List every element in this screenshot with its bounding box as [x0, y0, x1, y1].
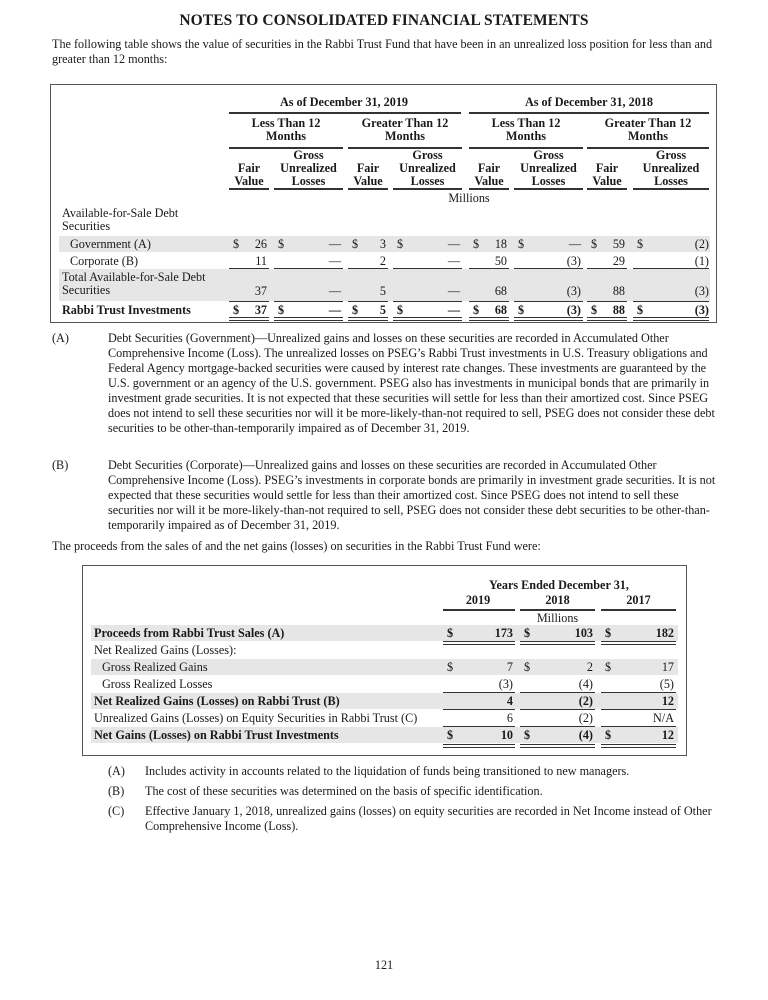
section-label: Available-for-Sale Debt Securities — [62, 206, 179, 233]
table-cell: (4) — [578, 677, 593, 691]
col-header-gross-losses: Gross Unrealized Losses — [280, 148, 337, 188]
period-header-2018: As of December 31, 2018 — [524, 95, 654, 109]
rule — [469, 301, 509, 302]
table-cell: 59 — [612, 237, 625, 251]
table-cell: 5 — [379, 303, 386, 317]
dollar-sign: $ — [278, 237, 285, 251]
header-rule — [393, 188, 462, 190]
rule — [443, 726, 515, 727]
row-label: Gross Realized Gains — [102, 660, 208, 674]
table-cell: 88 — [612, 284, 625, 298]
dollar-sign: $ — [233, 303, 240, 317]
rule — [633, 301, 709, 302]
double-rule — [587, 317, 627, 321]
dollar-sign: $ — [605, 626, 612, 640]
row-label: Unrealized Gains (Losses) on Equity Securities in Rabbi Trust (C) — [94, 711, 418, 725]
double-rule — [469, 317, 509, 321]
table-cell: 12 — [661, 694, 674, 708]
col-header-fair-value: Fair Value — [234, 161, 264, 188]
table-cell: 5 — [379, 284, 386, 298]
table-cell: 173 — [494, 626, 513, 640]
rule — [520, 726, 595, 727]
double-rule — [393, 317, 462, 321]
table-cell: 68 — [494, 303, 507, 317]
dollar-sign: $ — [397, 237, 404, 251]
col-header-fair-value: Fair Value — [474, 161, 504, 188]
header-rule — [633, 188, 709, 190]
year-2019: 2019 — [465, 593, 491, 607]
rule — [520, 709, 595, 710]
rule — [469, 268, 509, 269]
dollar-sign: $ — [233, 237, 240, 251]
table-cell: (4) — [578, 728, 593, 742]
page-title: NOTES TO CONSOLIDATED FINANCIAL STATEMENTS — [179, 12, 589, 29]
table-cell: (2) — [578, 711, 593, 725]
table-cell: — — [328, 237, 341, 251]
units-label: Millions — [448, 191, 490, 205]
years-header: Years Ended December 31, — [489, 578, 629, 592]
table-cell: (3) — [498, 677, 513, 691]
rule — [348, 268, 388, 269]
table-cell: (2) — [694, 237, 709, 251]
period-header-2019: As of December 31, 2019 — [279, 95, 409, 109]
dollar-sign: $ — [637, 237, 644, 251]
rule — [274, 268, 343, 269]
table-cell: (2) — [578, 694, 593, 708]
rule — [274, 301, 343, 302]
table-cell: 3 — [379, 237, 386, 251]
double-rule — [601, 641, 676, 645]
rule — [633, 268, 709, 269]
row-label: Net Realized Gains (Losses): — [94, 643, 237, 657]
double-rule — [633, 317, 709, 321]
header-rule — [469, 188, 509, 190]
rule — [514, 268, 583, 269]
rabbi-trust-proceeds-table — [82, 565, 687, 756]
footnote-text: Debt Securities (Corporate)—Unrealized gains and losses on these securities are recorded in Accumulated Other Comprehensive Income (Loss). PSEG’s investments in corporate bonds are primarily in investment grade securities. It is not expected that these securities would settle for less than their amortized cost. Since PSEG does not intend to sell these securities nor will it be more-likely-than-not required to sell, PSEG does not consider these debt securities to be other-than-temporarily impaired as of December 31, 2019. — [108, 458, 716, 532]
dollar-sign: $ — [518, 303, 525, 317]
double-rule — [520, 744, 595, 748]
table-cell: — — [447, 254, 460, 268]
table-cell: 37 — [254, 303, 267, 317]
rule — [443, 709, 515, 710]
rule — [393, 268, 462, 269]
table-cell: 88 — [612, 303, 625, 317]
table-cell: 26 — [254, 237, 267, 251]
col-header-gross-losses: Gross Unrealized Losses — [520, 148, 577, 188]
header-rule — [587, 188, 627, 190]
table-cell: (3) — [694, 303, 709, 317]
dollar-sign: $ — [352, 303, 359, 317]
table-cell: 37 — [254, 284, 267, 298]
row-label: Proceeds from Rabbi Trust Sales (A) — [94, 626, 285, 640]
double-rule — [514, 317, 583, 321]
row-label: Net Gains (Losses) on Rabbi Trust Investments — [94, 728, 339, 742]
double-rule — [274, 317, 343, 321]
dollar-sign: $ — [447, 728, 454, 742]
table-cell: 2 — [379, 254, 386, 268]
footnote-text: Effective January 1, 2018, unrealized gains (losses) on equity securities are recorded in Net Income instead of Other Comprehensive Income (Loss). — [145, 804, 712, 833]
dollar-sign: $ — [591, 303, 598, 317]
table-cell: N/A — [653, 711, 674, 725]
table-cell: 182 — [655, 626, 674, 640]
table-cell: 11 — [255, 254, 267, 268]
double-rule — [601, 744, 676, 748]
rule — [229, 301, 269, 302]
table-cell: (3) — [566, 284, 581, 298]
table-cell: — — [328, 254, 341, 268]
rule — [601, 709, 676, 710]
dollar-sign: $ — [473, 303, 480, 317]
dollar-sign: $ — [605, 660, 612, 674]
dollar-sign: $ — [473, 237, 480, 251]
header-rule — [443, 609, 515, 611]
table-cell: 103 — [574, 626, 593, 640]
rule — [443, 692, 515, 693]
rule — [229, 268, 269, 269]
row-label: Rabbi Trust Investments — [62, 303, 191, 317]
rule — [393, 301, 462, 302]
intro-paragraph-2: The proceeds from the sales of and the net gains (losses) on securities in the Rabbi Trust Fund were: — [52, 539, 541, 553]
group-header: Greater Than 12 Months — [361, 116, 449, 143]
dollar-sign: $ — [397, 303, 404, 317]
header-rule — [348, 188, 388, 190]
rule — [587, 301, 627, 302]
table-cell: (3) — [566, 303, 581, 317]
dollar-sign: $ — [518, 237, 525, 251]
dollar-sign: $ — [447, 626, 454, 640]
table-cell: 50 — [494, 254, 507, 268]
year-2017: 2017 — [626, 593, 651, 607]
dollar-sign: $ — [605, 728, 612, 742]
double-rule — [443, 744, 515, 748]
dollar-sign: $ — [447, 660, 454, 674]
table-cell: — — [447, 284, 460, 298]
rule — [514, 301, 583, 302]
table-cell: 2 — [586, 660, 593, 674]
table-cell: 18 — [494, 237, 507, 251]
row-label: Net Realized Gains (Losses) on Rabbi Trust (B) — [94, 694, 340, 708]
dollar-sign: $ — [524, 660, 531, 674]
units-label: Millions — [536, 611, 579, 625]
table-cell: 29 — [612, 254, 625, 268]
table-cell: (1) — [694, 254, 709, 268]
page-number: 121 — [374, 958, 394, 972]
rule — [601, 692, 676, 693]
table-cell: — — [568, 237, 581, 251]
double-rule — [520, 641, 595, 645]
rule — [348, 301, 388, 302]
table-cell: — — [447, 237, 460, 251]
double-rule — [443, 641, 515, 645]
dollar-sign: $ — [524, 626, 531, 640]
col-header-gross-losses: Gross Unrealized Losses — [642, 148, 700, 188]
unrealized-loss-table — [50, 84, 717, 323]
header-rule — [229, 188, 269, 190]
table-cell: 4 — [506, 694, 513, 708]
table-cell: 10 — [500, 728, 513, 742]
dollar-sign: $ — [524, 728, 531, 742]
table-cell: 7 — [506, 660, 513, 674]
footnote-label: (B) — [108, 784, 125, 798]
table-cell: — — [447, 303, 460, 317]
table-cell: 68 — [494, 284, 507, 298]
footnote-label: (C) — [108, 804, 125, 818]
table-cell: 17 — [661, 660, 674, 674]
dollar-sign: $ — [278, 303, 285, 317]
col-header-fair-value: Fair Value — [592, 161, 622, 188]
double-rule — [229, 317, 269, 321]
footnote-text: Includes activity in accounts related to the liquidation of funds being transitioned to new managers. — [145, 764, 630, 778]
year-2018: 2018 — [545, 593, 570, 607]
group-header: Less Than 12 Months — [251, 116, 321, 143]
header-rule — [514, 188, 583, 190]
rule — [587, 268, 627, 269]
header-rule — [469, 112, 709, 114]
dollar-sign: $ — [591, 237, 598, 251]
rule — [601, 726, 676, 727]
header-rule — [274, 188, 343, 190]
dollar-sign: $ — [637, 303, 644, 317]
footnote-text: Debt Securities (Government)—Unrealized gains and losses on these securities are recorded in Accumulated Other Comprehensive Income (Loss). The unrealized losses on PSEG’s Rabbi Trust investments in U.S. Treasury obligations and Federal Agency mortgage-backed securities were caused by interest rate changes. These investments are guaranteed by the U.S. government or an agency of the U.S. government. PSEG also has investments in municipal bonds that are primarily in investment grade securities. It is not expected that these securities will settle for less than their amortized cost. Since PSEG does not intend to sell these securities nor will it be more-likely-than-not required to sell, PSEG does not consider these debt securities to be other-than-temporarily impaired as of December 31, 2019. — [108, 331, 715, 435]
table-cell: (3) — [566, 254, 581, 268]
col-header-fair-value: Fair Value — [353, 161, 383, 188]
table-cell: 12 — [661, 728, 674, 742]
footnote-text: The cost of these securities was determined on the basis of specific identification. — [145, 784, 543, 798]
header-rule — [601, 609, 676, 611]
footnote-label: (B) — [52, 458, 69, 472]
group-header: Greater Than 12 Months — [604, 116, 692, 143]
row-label: Gross Realized Losses — [102, 677, 213, 691]
footnote-label: (A) — [108, 764, 125, 778]
double-rule — [348, 317, 388, 321]
table-cell: — — [328, 284, 341, 298]
footnote-label: (A) — [52, 331, 69, 345]
row-label: Government (A) — [70, 237, 151, 251]
row-label: Total Available-for-Sale Debt Securities — [62, 270, 206, 297]
col-header-gross-losses: Gross Unrealized Losses — [399, 148, 456, 188]
rule — [520, 692, 595, 693]
table-cell: 6 — [506, 711, 513, 725]
group-header: Less Than 12 Months — [491, 116, 561, 143]
table-cell: (5) — [659, 677, 674, 691]
row-label: Corporate (B) — [70, 254, 139, 268]
table-cell: (3) — [694, 284, 709, 298]
dollar-sign: $ — [352, 237, 359, 251]
intro-paragraph: The following table shows the value of securities in the Rabbi Trust Fund that have been in an unrealized loss position for less than and greater than 12 months: — [52, 37, 713, 66]
table-cell: — — [328, 303, 341, 317]
header-rule — [229, 112, 461, 114]
